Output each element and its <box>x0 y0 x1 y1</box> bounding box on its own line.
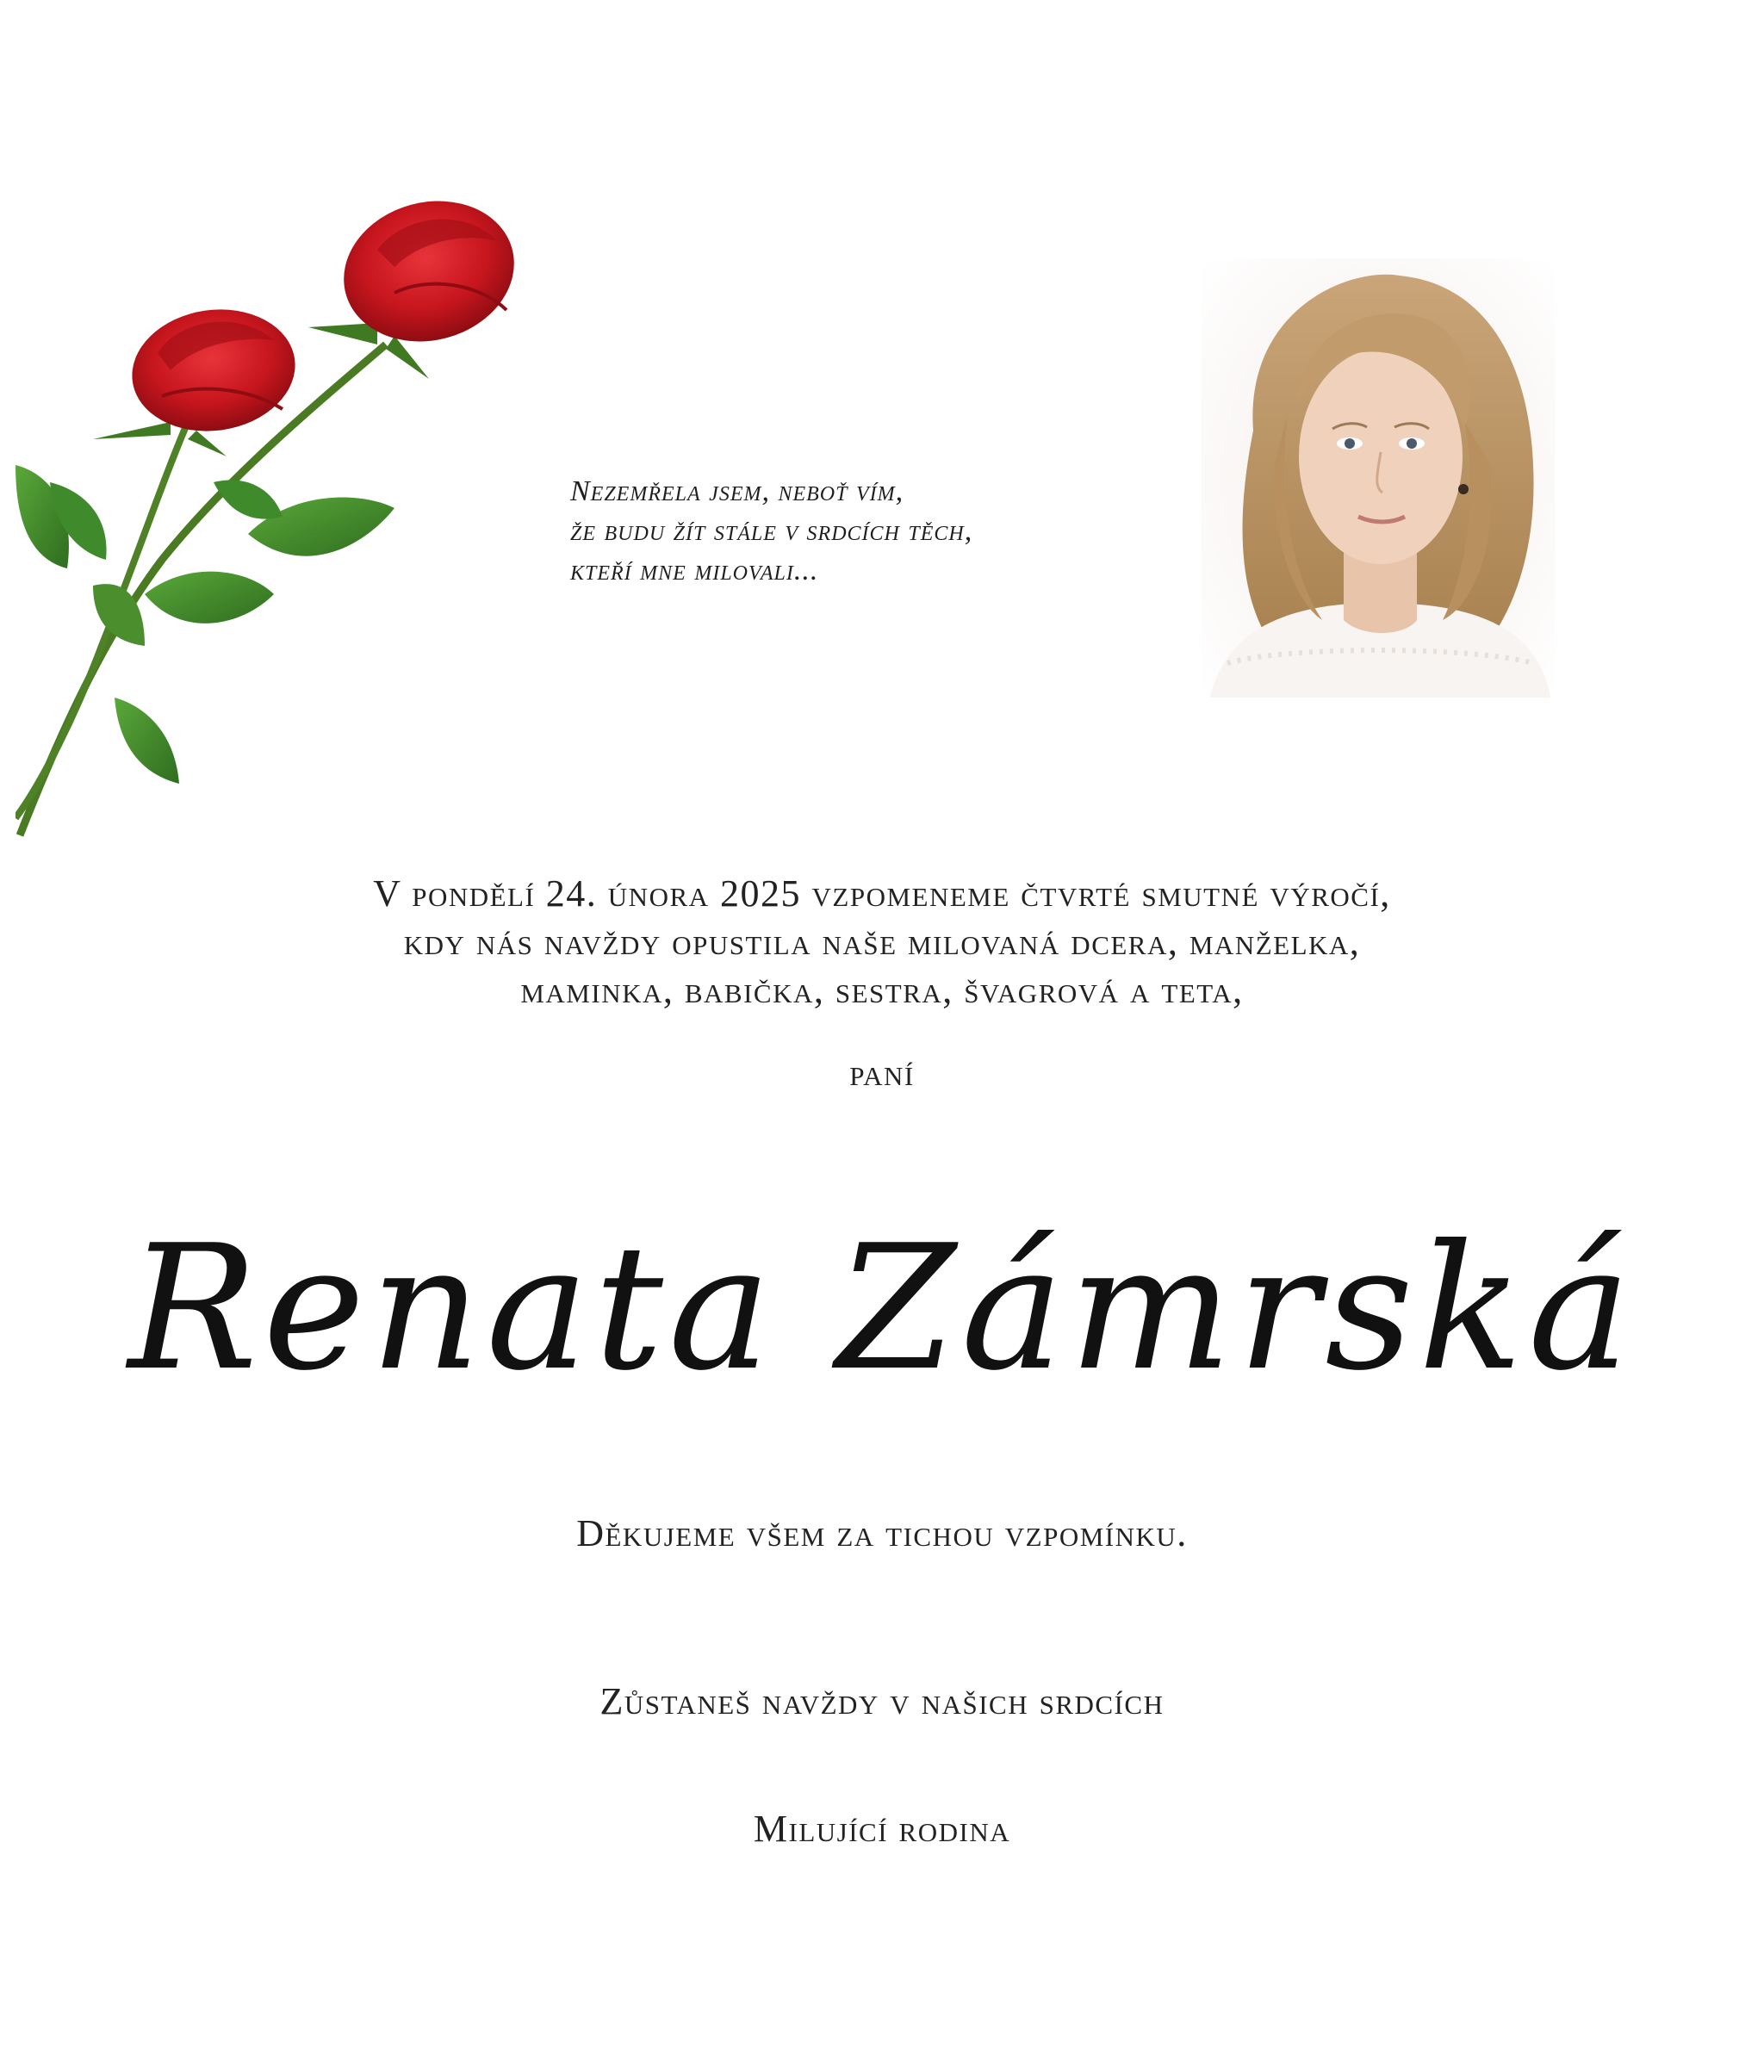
announcement-text <box>172 870 1592 1014</box>
honorific-title: paní <box>849 1052 915 1094</box>
red-roses-icon <box>16 198 532 878</box>
signature-text: Milující rodina <box>753 1808 1011 1850</box>
portrait-photo-icon <box>1202 258 1555 698</box>
announcement-line: V pondělí 24. února 2025 vzpomeneme čtvrté smutné výročí, <box>373 872 1391 915</box>
quote-line: kteří mne milovali... <box>570 555 819 586</box>
remembrance-text: Zůstaneš navždy v našich srdcích <box>599 1680 1165 1722</box>
quote-line: Nezemřela jsem, neboť vím, <box>570 475 904 507</box>
memorial-quote <box>570 472 1173 591</box>
thanks-text: Děkujeme všem za tichou vzpomínku. <box>576 1512 1188 1554</box>
deceased-name: Renata Zámrská <box>127 1208 1637 1409</box>
quote-line: že budu žít stále v srdcích těch, <box>570 515 973 547</box>
announcement-line: kdy nás navždy opustila naše milovaná dcera, manželka, <box>403 921 1361 963</box>
announcement-line: maminka, babička, sestra, švagrová a teta, <box>520 969 1244 1011</box>
